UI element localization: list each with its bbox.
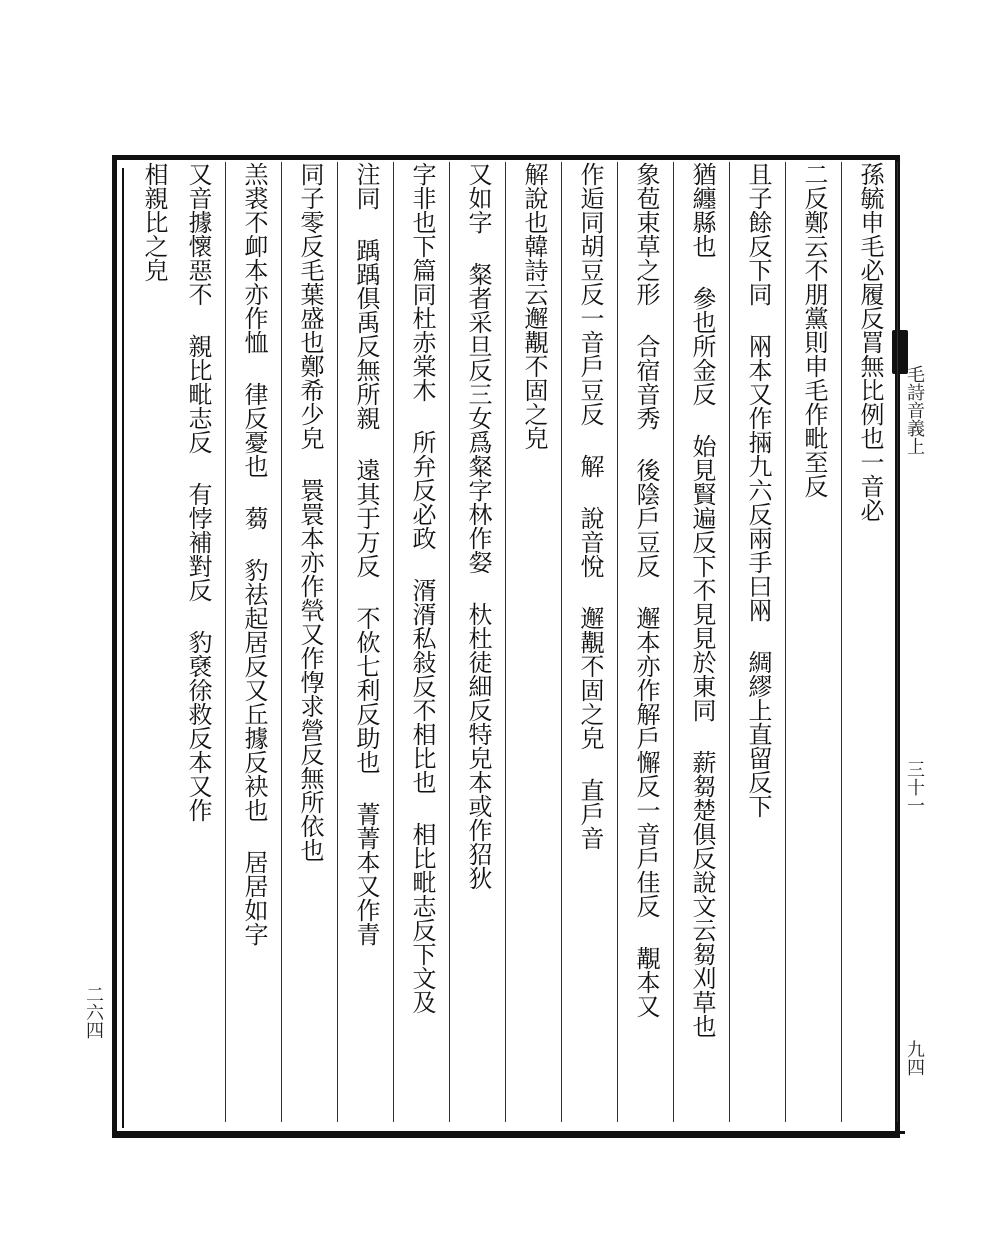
text-column xyxy=(562,162,618,1122)
column-text: 解說也韓詩云邂覯不固之皃 xyxy=(520,162,548,450)
text-column xyxy=(618,162,674,1122)
column-text: 二反鄭云不朋黨則申毛作毗至反 xyxy=(800,162,828,498)
column-text: 同子零反毛葉盛也鄭希少皃 睘睘本亦作煢又作惸求營反無所依也 xyxy=(296,162,324,862)
text-column xyxy=(842,162,898,1122)
text-column xyxy=(394,162,450,1122)
folio-number: 二六四 xyxy=(83,985,104,1039)
column-text: 羔裘不卹本亦作恤 律反憂也 蒭 豹祛起居反又丘據反袂也 居居如字 xyxy=(240,162,268,946)
bottom-border-line xyxy=(112,1131,905,1134)
text-column xyxy=(282,162,338,1122)
margin-bottom-text: 九四 xyxy=(904,1040,925,1076)
text-column xyxy=(450,162,506,1122)
text-column xyxy=(126,162,170,1122)
column-text: 又音據懷惡不 親比毗志反 有悖補對反 豹褎徐救反本又作 xyxy=(184,162,212,822)
column-text: 象苞束草之形 合宿音秀 後陰戶豆反 邂本亦作解戶懈反一音戶佳反 覯本又 xyxy=(632,162,660,1018)
column-text: 孫毓申毛必履反罥無比例也一音必 xyxy=(856,162,884,522)
column-text: 注同 踽踽俱禹反無所親 遠其于万反 不佽七利反助也 菁菁本又作青 xyxy=(352,162,380,946)
text-column xyxy=(674,162,730,1122)
column-text: 且子餘反下同 㒳本又作掚九六反兩手曰㒳 綢繆上直留反下 xyxy=(744,162,772,818)
text-column xyxy=(786,162,842,1122)
text-column xyxy=(730,162,786,1122)
column-text: 猶纏縣也 參也所金反 始見賢遍反下不見見於東同 薪芻楚俱反說文云芻刈草也 xyxy=(688,162,716,1038)
margin-leaf-number: 三十一 xyxy=(904,760,925,814)
column-text: 又如字 粲者采旦反三女爲粲字林作㛑 杕杜徒細反特皃本或作㹦狄 xyxy=(464,162,492,890)
text-column xyxy=(338,162,394,1122)
margin-title: 毛詩音義上 xyxy=(904,365,925,455)
column-text: 字非也下篇同杜赤棠木 所弁反必政 湑湑私敍反不相比也 相比毗志反下文及 xyxy=(408,162,436,1014)
text-column xyxy=(506,162,562,1122)
inner-border-line xyxy=(122,168,124,1128)
column-text: 相親比之皃 xyxy=(140,162,168,282)
text-column xyxy=(226,162,282,1122)
column-text: 作逅同胡豆反一音戶豆反 解 說音悅 邂覯不固之皃 直戶音 xyxy=(576,162,604,850)
